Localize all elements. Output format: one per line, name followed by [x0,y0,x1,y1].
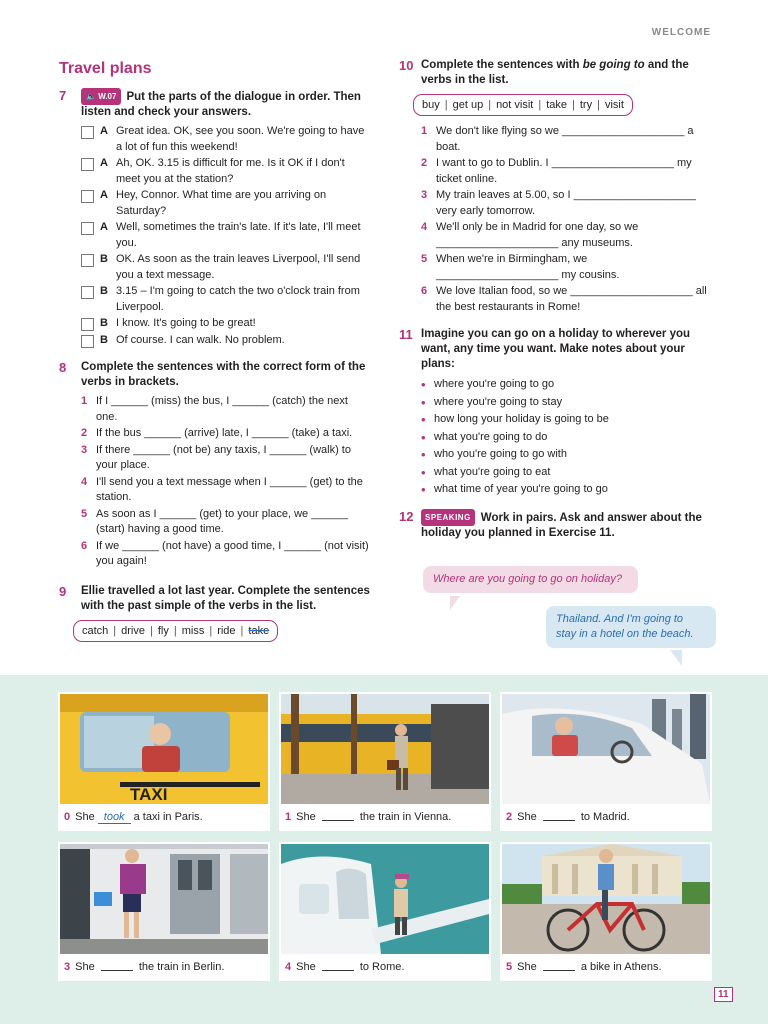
bullet-dot-icon: • [421,482,426,497]
answer-blank[interactable] [543,970,575,971]
bullet-item [421,376,711,394]
answer-blank[interactable] [322,970,354,971]
right-column [399,58,711,551]
exercise-item [81,426,371,442]
item-number: 4 [421,221,428,233]
dialogue-line [81,316,371,332]
caption-text: She [517,961,540,973]
item-number: 6 [421,285,428,297]
bicycle-scene-icon [502,844,710,954]
bullet-dot-icon: • [421,464,426,480]
speech-bubble-answer: Thailand. And I'm going to stay in a hotel on the beach. [546,606,716,648]
caption-text: to Madrid. [577,811,630,823]
word-separator: | [209,624,213,637]
word-list-box [413,94,633,116]
item-text: As soon as I ______ (get) to your place, we ______ (start) having a good time. [96,507,348,535]
dialogue-line [81,220,371,251]
audio-track-badge[interactable] [81,88,121,105]
exercise-instruction [421,58,711,88]
item-text: I'll send you a text message when I ______ (get) to the station. [96,475,363,503]
caption-text: She [75,961,98,973]
instruction-text: and the verbs in the list. [421,59,689,86]
order-checkbox[interactable] [81,158,94,171]
exercise-number: 8 [59,360,67,375]
item-text: If there ______ (not be) any taxis, I ______ (walk) to your place. [96,443,351,471]
exercise-10 [399,58,711,315]
bullet-dot-icon: • [421,412,426,427]
item-number: 2 [421,157,428,169]
airplane-scene-icon [281,844,489,954]
speaker-icon: 🔈 [86,92,96,101]
speaker-label: B [100,285,108,297]
speaker-label: B [100,253,108,265]
word-separator: | [538,99,542,111]
bullet-text: where you're going to stay [434,395,563,408]
word-separator: | [113,624,117,637]
exercise-item [421,156,711,187]
caption-number: 5 [506,961,513,973]
bullet-item [421,394,711,412]
order-checkbox[interactable] [81,190,94,203]
speech-bubble-tail [670,650,682,666]
item-number: 4 [81,475,88,488]
caption-text: to Rome. [356,961,405,973]
instruction-emphasis: be going to [582,59,645,71]
dialogue-line [81,284,371,315]
exercise-item [421,188,711,219]
picture-caption [500,806,712,823]
picture-caption [500,956,712,973]
caption-number: 1 [285,811,292,823]
word-separator: | [444,99,448,111]
speaker-label: B [100,317,108,329]
exercise-item [81,443,371,474]
item-text: If I ______ (miss) the bus, I ______ (catch) the next one. [96,395,348,423]
caption-number: 4 [285,961,292,973]
caption-text: She [296,961,319,973]
item-number: 6 [81,539,88,552]
train-station-scene-icon [281,694,489,804]
dialogue-text: Great idea. OK, see you soon. We're going to have a lot of fun this weekend! [116,125,365,153]
bullet-text: what time of year you're going to go [434,483,608,495]
caption-text: She [517,811,540,823]
item-number: 2 [81,427,88,439]
word-item: visit [604,99,624,111]
exercise-items [421,124,711,315]
exercise-number: 7 [59,88,67,103]
instruction-text: Work in pairs. Ask and answer about the holiday you planned in Exercise 11. [421,511,702,539]
caption-number: 2 [506,811,513,823]
caption-text: She [296,811,319,823]
word-item: catch [82,624,109,637]
exercise-items [81,394,371,570]
item-text: We don't like flying so we ____________________ a boat. [436,125,694,153]
instruction-text: Complete the sentences with [421,59,583,71]
word-separator: | [240,624,244,637]
item-number: 5 [421,253,428,265]
order-checkbox[interactable] [81,222,94,235]
picture-caption [279,956,491,973]
caption-text: the train in Berlin. [135,961,225,973]
picture-caption [58,956,270,973]
picture-card [500,842,712,981]
exercise-number: 11 [399,327,413,342]
item-number: 3 [81,443,88,456]
picture-card [58,842,270,981]
running-train-scene-icon [60,844,268,954]
picture-card [500,692,712,831]
order-checkbox[interactable] [81,286,94,299]
exercise-12 [399,509,711,541]
car-driving-scene-icon [502,694,710,804]
bullet-dot-icon: • [421,429,426,445]
exercise-item [81,507,371,538]
page-number: 11 [714,987,733,1002]
exercise-number: 10 [399,58,414,73]
bullet-item [421,464,711,482]
dialogue-text: OK. As soon as the train leaves Liverpool, I'll send you a text message. [116,253,361,281]
caption-text: She [75,811,98,823]
dialogue-text: 3.15 – I'm going to catch the two o'clock train from Liverpool. [116,285,360,313]
caption-number: 3 [64,961,71,973]
item-number: 5 [81,507,88,520]
caption-number: 0 [64,811,71,823]
word-item: drive [121,624,145,637]
item-text: If the bus ______ (arrive) late, I ______ (take) a taxi. [96,427,353,439]
bullet-list [421,376,711,499]
taxi-sign: TAXI [130,785,168,804]
answer-blank[interactable] [101,970,133,971]
word-item: not visit [496,99,534,111]
exercise-instruction: Ellie travelled a lot last year. Complete the sentences with the past simple of the verbs in the list. [81,584,370,612]
speaker-label: B [100,333,108,346]
bullet-item [421,446,711,464]
exercise-item [421,124,711,155]
word-item: buy [422,99,440,111]
exercise-item [421,284,711,315]
bullet-text: what you're going to eat [434,465,551,478]
word-separator: | [173,624,177,637]
picture-card [279,842,491,981]
exercise-8 [59,360,371,570]
word-item: ride [217,624,236,637]
word-separator: | [597,99,600,111]
picture-card [58,692,270,831]
left-column [59,58,371,652]
speech-bubble-tail [450,596,460,610]
speaker-label: A [100,125,108,137]
dialogue-line [81,124,371,155]
bullet-dot-icon: • [421,377,426,392]
word-separator: | [488,99,492,111]
speaker-label: A [100,157,108,169]
exercise-9 [59,584,371,642]
dialogue-text: Of course. I can walk. No problem. [116,333,285,346]
answer-blank[interactable] [322,820,354,821]
caption-text: a bike in Athens. [577,961,662,973]
word-item: take [546,99,568,111]
dialogue-line [81,188,371,219]
word-list-box [73,620,278,642]
exercise-item [81,539,371,570]
bullet-text: what you're going to do [434,430,548,443]
dialogue-list [81,124,371,348]
bullet-dot-icon: • [421,447,426,462]
taxi-scene-icon [60,694,268,804]
item-text: We'll only be in Madrid for one day, so we ____________________ any museums. [436,221,639,249]
exercise-item [421,252,711,283]
bullet-item [421,481,711,499]
answer-example: took [98,811,131,824]
exercise-item [421,220,711,251]
answer-blank[interactable] [543,820,575,821]
section-title: Travel plans [59,60,152,77]
audio-track-label: W.07 [98,92,117,101]
dialogue-text: Hey, Connor. What time are you arriving on Saturday? [116,189,327,217]
word-separator: | [572,99,575,111]
exercise-number: 12 [399,508,414,524]
speaking-badge: SPEAKING [421,509,475,526]
exercise-7 [59,88,371,348]
item-text: When we're in Birmingham, we ____________________ my cousins. [436,253,620,281]
dialogue-line [81,333,371,349]
item-number: 1 [421,125,428,137]
order-checkbox[interactable] [81,318,94,331]
picture-caption [279,806,491,823]
section-header: WELCOME [651,27,711,38]
order-checkbox[interactable] [81,254,94,267]
exercise-item [81,475,371,506]
bullet-dot-icon: • [421,394,426,410]
word-item: try [579,99,593,111]
word-item: miss [181,624,205,637]
bullet-text: where you're going to go [434,378,555,390]
dialogue-text: I know. It's going to be great! [116,317,256,329]
item-text: My train leaves at 5.00, so I ____________________ very early tomorrow. [436,189,696,217]
dialogue-line [81,156,371,187]
exercise-item [81,394,371,425]
word-used: take [248,624,270,637]
item-number: 3 [421,189,428,201]
dialogue-line [81,252,371,283]
exercise-11 [399,327,711,499]
caption-text: the train in Vienna. [356,811,452,823]
picture-caption [58,806,270,823]
exercise-instruction: Complete the sentences with the correct form of the verbs in brackets. [81,361,366,388]
speaker-label: A [100,189,108,201]
speaker-label: A [100,221,108,233]
item-text: We love Italian food, so we ____________________ all the best restaurants in Rome! [436,285,707,313]
exercise-number: 9 [59,583,67,599]
order-checkbox[interactable] [81,126,94,139]
item-text: I want to go to Dublin. I ____________________ my ticket online. [436,157,692,185]
word-separator: | [150,624,153,637]
item-number: 1 [81,395,88,407]
bullet-item [421,429,711,447]
dialogue-text: Ah, OK. 3.15 is difficult for me. Is it OK if I don't meet you at the station? [116,157,345,185]
bullet-item [421,411,711,429]
picture-card [279,692,491,831]
word-item: fly [157,624,169,637]
word-item: get up [452,99,484,111]
exercise-instruction [81,88,371,120]
item-text: If we ______ (not have) a good time, I ______ (not visit) you again! [96,539,369,567]
speech-bubble-question: Where are you going to go on holiday? [423,566,638,593]
bullet-text: how long your holiday is going to be [434,413,609,425]
instruction-text: Put the parts of the dialogue in order. Then listen and check your answers. [81,91,361,118]
exercise-instruction: Imagine you can go on a holiday to wherever you want, any time you want. Make notes about your plans: [421,328,691,370]
exercise-instruction [421,509,711,541]
order-checkbox[interactable] [81,335,94,348]
dialogue-text: Well, sometimes the train's late. If it's late, I'll meet you. [116,221,361,249]
bullet-text: who you're going to go with [434,448,567,460]
caption-text: a taxi in Paris. [130,811,203,823]
